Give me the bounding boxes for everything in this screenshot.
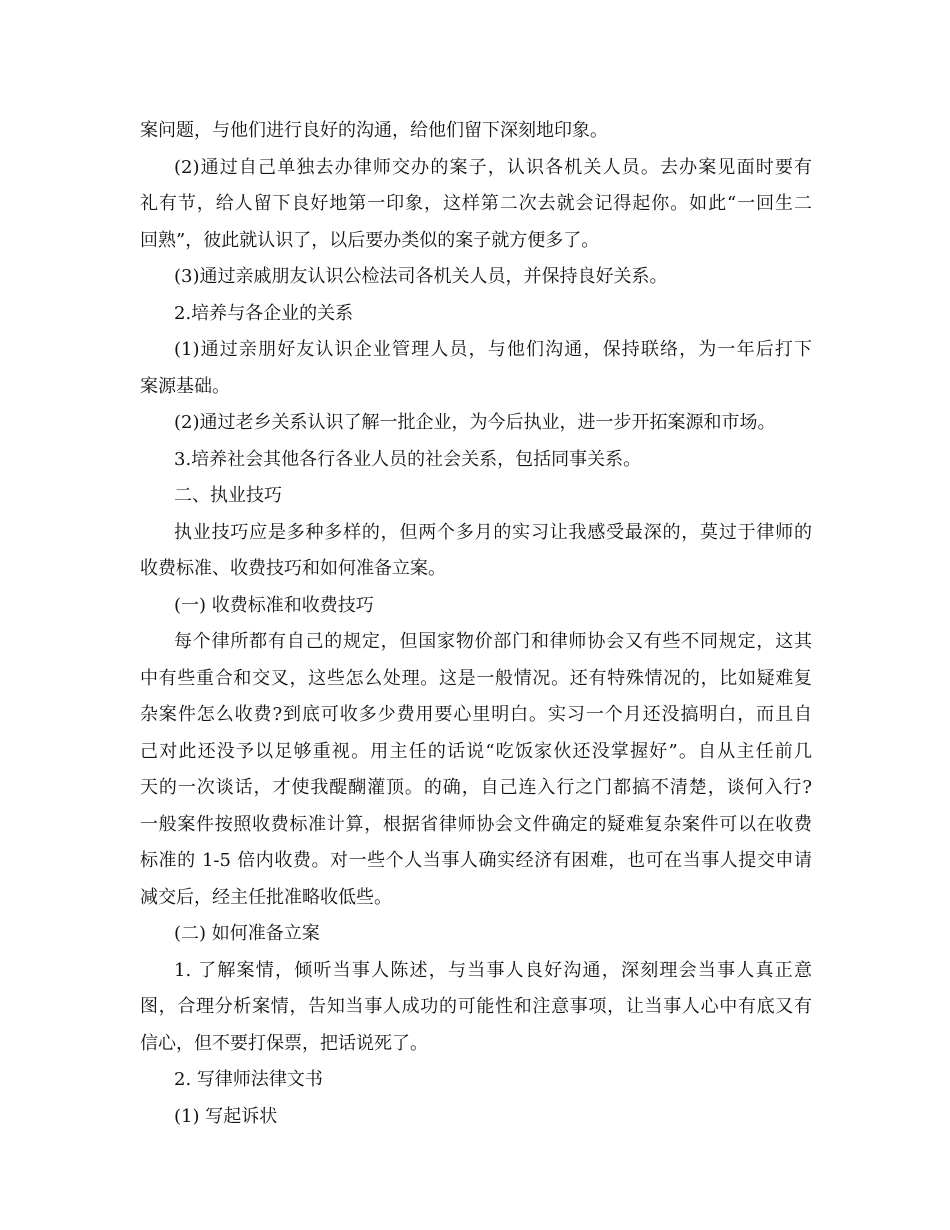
document-page [140, 113, 812, 1135]
text-line: 图，合理分析案情，告知当事人成功的可能性和注意事项，让当事人心中有底又有 [140, 996, 812, 1017]
text-line: (2)通过老乡关系认识了解一批企业，为今后执业，进一步开拓案源和市场。 [174, 412, 776, 433]
text-line: 执业技巧应是多种多样的，但两个多月的实习让我感受最深的，莫过于律师的 [174, 521, 812, 543]
section-heading: 2.培养与各企业的关系 [174, 302, 354, 324]
section-heading: 3.培养社会其他各行各业人员的社会关系，包括同事关系。 [174, 448, 642, 470]
text-line: 案源基础。 [140, 375, 230, 397]
text-line: 天的一次谈话，才使我醍醐灌顶。的确，自己连入行之门都搞不清楚，谈何入行? [140, 777, 812, 798]
text-line: 每个律所都有自己的规定，但国家物价部门和律师协会又有些不同规定，这其 [174, 631, 812, 652]
text-line: 中有些重合和交叉，这些怎么处理。这是一般情况。还有特殊情况的，比如疑难复 [140, 667, 812, 689]
section-heading: (1) 写起诉状 [174, 1105, 278, 1127]
text-line: 1. 了解案情，倾听当事人陈述，与当事人良好沟通，深刻理会当事人真正意 [174, 959, 812, 981]
text-line: 收费标准、收费技巧和如何准备立案。 [140, 558, 446, 579]
text-line: (1)通过亲朋好友认识企业管理人员，与他们沟通，保持联络，为一年后打下 [174, 339, 812, 360]
text-line: 标准的 1-5 倍内收费。对一些个人当事人确实经济有困难，也可在当事人提交申请 [140, 850, 812, 871]
text-line: 杂案件怎么收费?到底可收多少费用要心里明白。实习一个月还没搞明白，而且自 [140, 704, 812, 725]
text-line: 信心，但不要打保票，把话说死了。 [140, 1032, 428, 1054]
section-heading: (二) 如何准备立案 [174, 923, 320, 944]
text-line: 一般案件按照收费标准计算，根据省律师协会文件确定的疑难复杂案件可以在收费 [140, 813, 812, 835]
section-heading: 二、执业技巧 [174, 485, 282, 506]
text-line: (2)通过自己单独去办律师交办的案子，认识各机关人员。去办案见面时要有 [174, 156, 812, 178]
text-line: 减交后，经主任批准略收低些。 [140, 886, 392, 908]
text-line: 案问题，与他们进行良好的沟通，给他们留下深刻地印象。 [140, 120, 608, 141]
text-line: 礼有节，给人留下良好地第一印象，这样第二次去就会记得起你。如此“一回生二 [140, 193, 812, 214]
text-line: 回熟”，彼此就认识了，以后要办类似的案子就方便多了。 [140, 229, 600, 251]
section-heading: 2. 写律师法律文书 [174, 1069, 323, 1090]
section-heading: (一) 收费标准和收费技巧 [174, 594, 374, 616]
text-line: (3)通过亲戚朋友认识公检法司各机关人员，并保持良好关系。 [174, 266, 668, 287]
text-line: 己对此还没予以足够重视。用主任的话说“吃饭家伙还没掌握好”。自从主任前几 [140, 740, 812, 762]
